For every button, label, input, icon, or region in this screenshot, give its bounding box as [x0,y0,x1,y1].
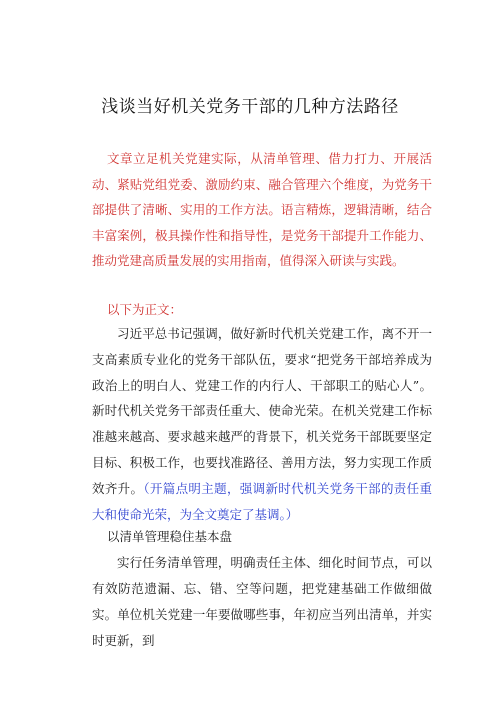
intro-label: 以下为正文： [107,302,183,317]
body-paragraph-1 [92,321,432,527]
abstract-paragraph: 文章立足机关党建实际，从清单管理、借力打力、开展活动、紧贴党组党委、激励约束、融合管理六个维度，为党务干部提供了清晰、实用的工作方法。语言精炼，逻辑清晰，结合丰富案例，极具操作性和指导性，是党务干部提升工作能力、推动党建高质量发展的实用指南，值得深入研读与实践。 [92,151,432,268]
document-title: 浅谈当好机关党务干部的几种方法路径 [101,97,399,117]
editor-note: （开篇点明主题，强调新时代机关党务干部的责任重大和使命光荣，为全文奠定了基调。） [92,480,432,522]
section-heading: 以清单管理稳住基本盘 [107,529,233,544]
body-paragraph-2: 实行任务清单管理，明确责任主体、细化时间节点，可以有效防范遗漏、忘、错、空等问题，把党建基础工作做细做实。单位机关党建一年要做哪些事，年初应当列出清单，并实时更新，到 [92,555,432,648]
body-paragraph-1-text: 习近平总书记强调，做好新时代机关党建工作，离不开一支高素质专业化的党务干部队伍，要求“把党务干部培养成为政治上的明白人、党建工作的内行人、干部职工的贴心人”。新时代机关党务干部责任重大、使命光荣。在机关党建工作标准越来越高、要求越来越严的背景下，机关党务干部既要坚定目标、积极工作，也要找准路径、善用方法，努力实现工作质效齐升。 [92,326,432,496]
